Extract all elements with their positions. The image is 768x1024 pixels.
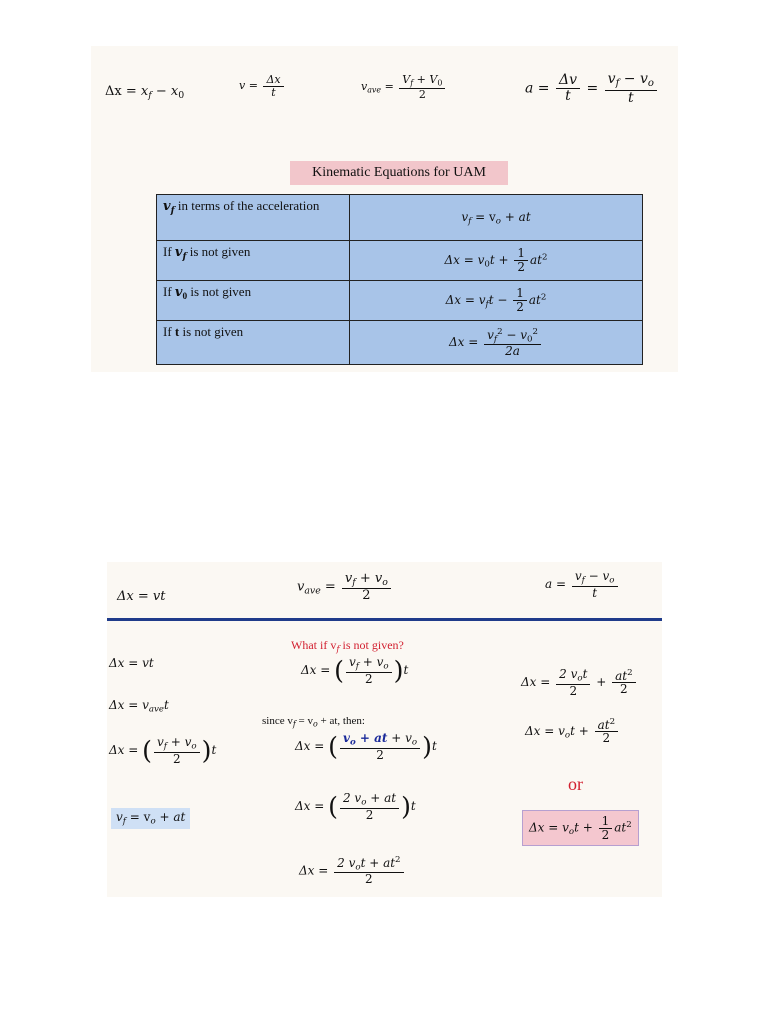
final-displacement-highlight: $\Delta x = v_ot$ + $\frac{1}{2}$ $at^2$ <box>522 810 639 846</box>
left-eq-2: $\Delta x = v_{ave}t$ <box>109 698 169 715</box>
right-eq-2: $\Delta x = v_ot$ + $\frac{at^2}{2}$ <box>525 718 620 745</box>
middle-eq-2: Δx = ( $\frac{v_o + at + v_o}{2}$ )t <box>295 731 437 762</box>
row-equation: $\Delta x = v_ft$ − $\frac{1}{2}$ $at^2$ <box>350 281 643 321</box>
top-average-velocity-eq: $v_{ave}$ = $\frac{v_f + v_o}{2}$ <box>297 572 393 602</box>
row-condition: $v_f$ in terms of the acceleration <box>157 195 350 241</box>
top-acceleration-eq: a = $\frac{v_f - v_o}{t}$ <box>545 570 620 599</box>
row-condition: If $v_0$ is not given <box>157 281 350 321</box>
row-condition: If $v_f$ is not given <box>157 241 350 281</box>
table-row <box>157 281 643 321</box>
row-equation: $\Delta x = v_0t$ + $\frac{1}{2}$ $at^2$ <box>350 241 643 281</box>
final-velocity-highlight: $v_f = v_o$ + at <box>111 808 190 829</box>
uam-table-title: Kinematic Equations for UAM <box>290 161 508 185</box>
derivation-panel <box>107 562 662 897</box>
left-eq-1: Δx = vt <box>109 656 154 670</box>
since-note: since $v_f = v_o$ + at, then: <box>262 715 365 729</box>
or-label: or <box>568 774 583 794</box>
question-heading: What if $v_f$ is not given? <box>291 638 404 655</box>
displacement-definition: $\Delta x = x_f - x_0$ <box>105 84 185 101</box>
row-equation: $v_f = v_o$ + at <box>350 195 643 241</box>
middle-eq-3: Δx = ( $\frac{2 v_o + at}{2}$ )t <box>295 791 416 822</box>
middle-eq-1: Δx = ( $\frac{v_f + v_o}{2}$ )t <box>301 655 409 686</box>
uam-equations-table <box>156 194 643 365</box>
acceleration-definition: a = $\frac{\Delta v}{t}$ = $\frac{v_f - v_o}{t}$ <box>525 72 659 105</box>
average-velocity-definition: $v_{ave}$ = $\frac{V_f + V_0}{2}$ <box>361 74 447 100</box>
kinematics-definitions-panel <box>91 46 678 372</box>
table-row <box>157 321 643 365</box>
table-row <box>157 195 643 241</box>
row-condition: If t is not given <box>157 321 350 365</box>
middle-eq-4: Δx = $\frac{2 v_ot + at^2}{2}$ <box>299 856 406 886</box>
table-row <box>157 241 643 281</box>
section-divider <box>107 618 662 621</box>
left-eq-3: Δx = ( $\frac{v_f + v_o}{2}$ )t <box>109 735 217 766</box>
row-equation: Δx = $\frac{v_f^2 - v_0^2}{2a}$ <box>350 321 643 365</box>
velocity-definition: v = $\frac{\Delta x}{t}$ <box>239 74 286 98</box>
right-eq-1: Δx = $\frac{2 v_ot}{2}$ + $\frac{at^2}{2}$ <box>521 668 638 697</box>
top-displacement-eq: Δx = vt <box>117 589 166 604</box>
